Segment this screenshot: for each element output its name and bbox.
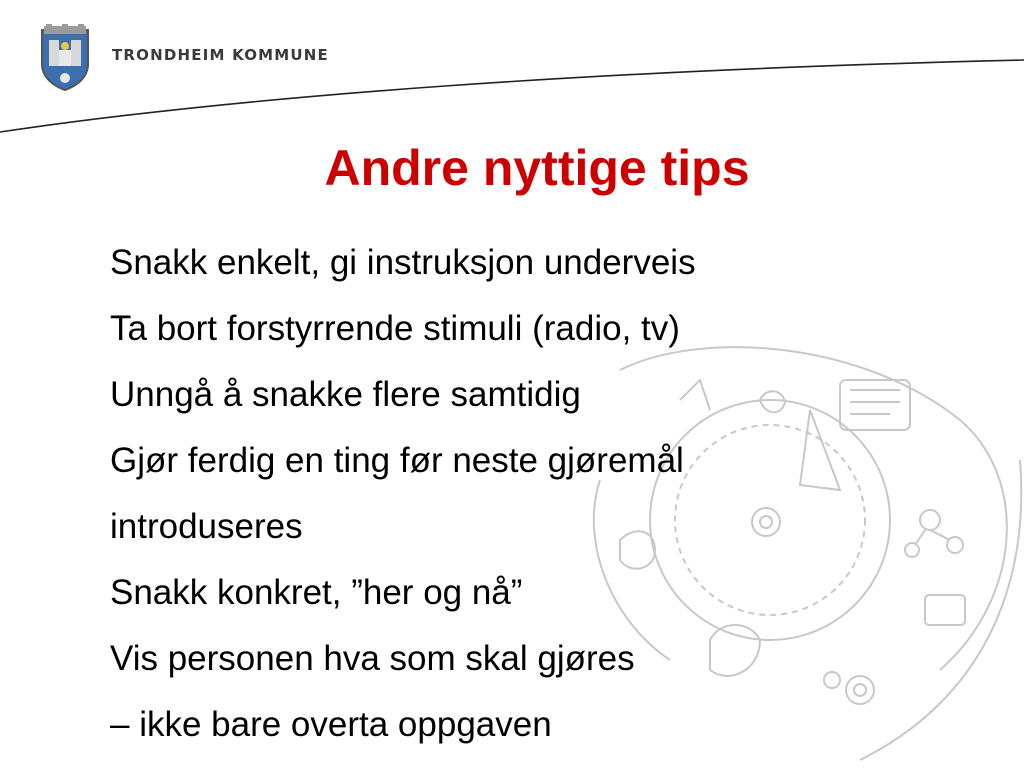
tip-line: Gjør ferdig en ting før neste gjøremål [110,441,684,480]
tip-line: Vis personen hva som skal gjøres [110,639,635,678]
trondheim-crest-icon [38,24,92,92]
tips-list [110,230,696,758]
org-name: TRONDHEIM KOMMUNE [112,46,330,64]
header-curve-line [0,0,1024,150]
tip-line: Ta bort forstyrrende stimuli (radio, tv) [110,309,680,348]
slide-title: Andre nyttige tips [324,140,750,196]
tip-line: introduseres [110,507,303,546]
tip-line: Snakk konkret, ”her og nå” [110,573,523,612]
tip-line: – ikke bare overta oppgaven [110,705,552,744]
tip-line: Snakk enkelt, gi instruksjon underveis [110,243,696,282]
tip-line: Unngå å snakke flere samtidig [110,375,581,414]
